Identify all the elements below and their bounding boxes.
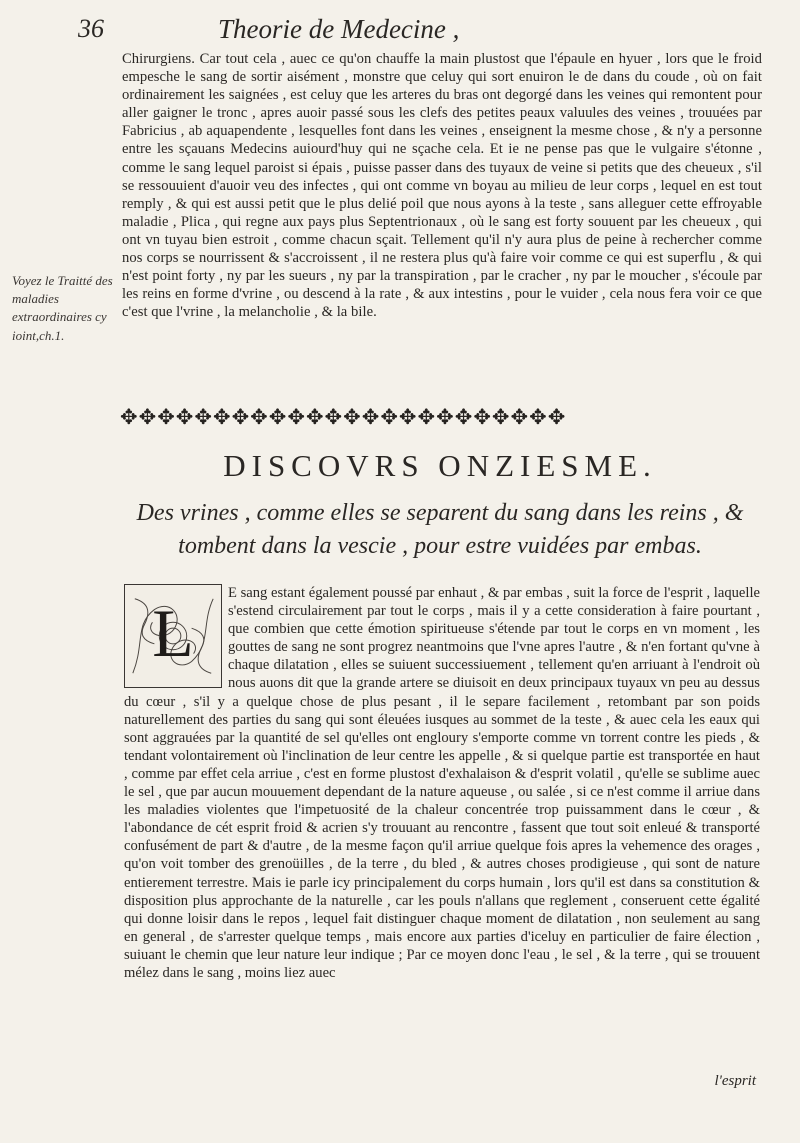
- page-header: [78, 14, 760, 48]
- page-number: 36: [78, 14, 104, 43]
- drop-cap-letter: L: [152, 595, 194, 671]
- decorated-initial: [124, 584, 222, 688]
- chapter-title: Des vrines , comme elles se separent du sang dans les reins , & tombent dans la vescie , pour estre vuidées par embas.: [136, 500, 744, 559]
- discourse-title: DISCOVRS ONZIESME.: [223, 448, 657, 483]
- top-paragraph-block: [122, 50, 762, 321]
- body-paragraph: E sang estant également poussé par enhaut , & par embas , suit la force de l'esprit , laquelle s'estend circulairement par tout le corps , mais il y a cette consideration à faire pourtant , que combien que cette émotion spiritueuse s'étende par tout le corps en vn moment , les gouttes de sang ne sont progrez neantmoins que l'vne apres l'autre , & n'en fortant qu'vne à chaque dilatation , elles se suiuent successiuement , tellement qu'en arriuant à l'endroit où nous auons dit que la grande artere se diuisoit en deux principaux tuyaux vn peu au dessus du cœur , s'il y a quelque chose de plus pesant , il le separe facilement , retombant par son poids naturellement des parties du sang qui sont éleuées iusques au sommet de la teste , & auec cela les eaux qui sont aggrauées par la quantité de sel qu'elles ont engloury s'emporte comme vn torrent contre les pieds , & tendant volontairement où l'inclination de leur centre les appelle , & si quelque partie est transportée en haut , comme par effet cela arriue , c'est en forme plustost d'exhalaison & d'esprit volatil , qu'elle se sublime auec le sel , que par aucun mouuement dependant de la nature aqueuse , ou salée , si ce n'est comme il arriue dans les maladies violentes que l'impetuosité de la chaleur concentrée trop puissamment dans le cœur , & l'abondance de cét esprit froid & acrien s'y trouuant au rencontre , fassent que tout soit enleué & transporté confusément de part & d'autre , de la mesme façon qu'il arriue quelque fois apres la vehemence des orages , qu'on voit tomber des grenoüilles , de la terre , du bled , & autres choses prodigieuse , qui sont de nature entierement terrestre. Mais ie parle icy principalement du corps humain , lors qu'il est dans sa constitution & disposition plus approchante de la naturelle , car les pouls n'allans que reglement , conseruent cette égalité qui donne loisir dans le repos , lequel fait distinguer chaque moment de dilatation , non seulement au sang en general , de s'arrester quelque temps , mais encore aux parties d'iceluy en particulier de faire élection , suiuant le chemin que leur nature leur indique ; Par ce moyen donc l'eau , le sel , & la terre , qui se trouuent mélez dans le sang , moins liez auec: [124, 585, 760, 981]
- margin-note: Voyez le Traitté des maladies extraordinaires cy ioint,ch.1.: [12, 273, 113, 343]
- catchword: l'esprit: [714, 1073, 756, 1089]
- running-title: Theorie de Medecine ,: [218, 14, 460, 44]
- ornamental-band: ✥✥✥✥✥✥✥✥✥✥✥✥✥✥✥✥✥✥✥✥✥✥✥✥: [120, 404, 567, 429]
- top-paragraph: Chirurgiens. Car tout cela , auec ce qu'on chauffe la main plustost que l'épaule en hyuer , lors que le froid empesche le sang de sortir aisément , monstre que celuy qui sort enuiron le de dans du coude , où on fait ordinairement les saignées , est celuy que les arteres du bras ont degorgé dans les veines qui remontent pour aller gaigner le tronc , apres auoir passé sous les clefs des petites peaux valuules des veines , trouuées par Fabricius , ab aquapendente , lesquelles font dans les veines , enseignent la mesme chose , & n'y a personne entre les sçauans Medecins auiourd'huy qui ne sçache cela. Et ie ne pense pas que le vulgaire s'étonne , comme le sang lequel paroist si épais , puisse passer dans des tuyaux de veine si petits que des cheueux , s'il se ressouuient d'auoir veu des infectes , qui ont comme vn boyau au milieu de leur corps , lequel en est tout remply , & qui est aussi petit que le plus delié poil que nous ayons à la teste , sans alleguer cette effroyable maladie , Plica , qui regne aux pays plus Septentrionaux , où le sang est forty souuent par les cheueux , qui ont vn tuyau bien estroit , comme chacun sçait. Tellement qu'il n'y aura plus de peine à rechercher comme nos corps se nourrissent & s'accroissent , il ne restera plus qu'à faire voir comme ce qui est superflu , & qui n'est point forty , ny par les sueurs , ny par la transpiration , par le cracher , ny par le moucher , s'écoule par les reins en forme d'vrine , ou descend à la rate , & aux intestins , pour le vuider , cela nous fera voir ce que c'est que l'vrine , la melancholie , & la bile.: [122, 51, 762, 321]
